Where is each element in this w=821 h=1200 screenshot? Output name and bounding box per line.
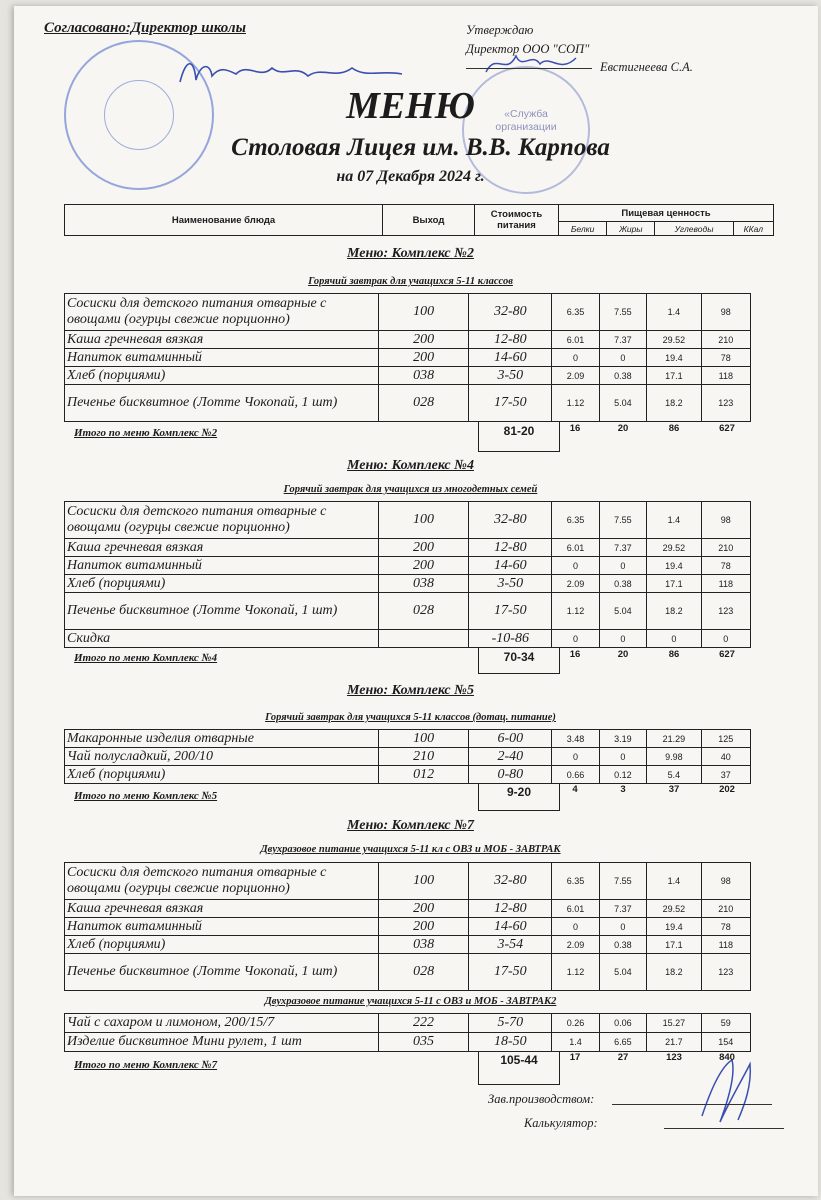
- table-row: Чай с сахаром и лимоном, 200/15/7 222 5-70 0.26 0.06 15.27 59: [65, 1014, 751, 1033]
- table-row: Напиток витаминный 200 14-60 0 0 19.4 78: [65, 557, 751, 575]
- col-proteins: Белки: [559, 222, 607, 236]
- menu-table: [64, 501, 751, 648]
- approve-label: Утверждаю: [466, 23, 534, 37]
- table-row: Сосиски для детского питания отварные с овощами (огурцы свежие порционно) 100 32-80 6.35 7.55 1.4 98: [65, 502, 751, 539]
- total-cost: 81-20: [478, 422, 560, 452]
- menu-table: [64, 293, 751, 422]
- col-fats: Жиры: [607, 222, 655, 236]
- total-label: Итого по меню Комплекс №7: [74, 1059, 218, 1071]
- total-cost: 105-44: [478, 1051, 560, 1085]
- table-row: Напиток витаминный 200 14-60 0 0 19.4 78: [65, 349, 751, 367]
- signature-line: [466, 68, 592, 69]
- total-carbs: 86: [668, 423, 680, 434]
- total-proteins: 16: [569, 423, 581, 434]
- table-row: Скидка -10-86 0 0 0 0: [65, 630, 751, 648]
- col-name: Наименование блюда: [65, 205, 383, 236]
- total-carbs: 37: [668, 784, 680, 795]
- total-carbs: 86: [668, 649, 680, 660]
- col-cost: Стоимость питания: [475, 205, 559, 236]
- col-output: Выход: [383, 205, 475, 236]
- company-seal-text: «Служба организации: [495, 108, 557, 133]
- signature-line: [612, 1104, 772, 1105]
- section-subtitle: Горячий завтрак для учащихся 5-11 классов (дотац. питание): [265, 712, 556, 723]
- calculator-label: Калькулятор:: [524, 1116, 598, 1130]
- total-cost: 9-20: [478, 783, 560, 811]
- section-title: Меню: Комплекс №2: [347, 246, 474, 261]
- canteen-name: Столовая Лицея им. В.В. Карпова: [231, 134, 610, 161]
- total-kcal: 627: [719, 423, 735, 434]
- total-carbs: 123: [666, 1052, 682, 1063]
- table-row: Каша гречневая вязкая 200 12-80 6.01 7.37 29.52 210: [65, 539, 751, 557]
- menu-table-2: [64, 1013, 751, 1052]
- table-row: Сосиски для детского питания отварные с овощами (огурцы свежие порционно) 100 32-80 6.35 7.55 1.4 98: [65, 294, 751, 331]
- table-row: Каша гречневая вязкая 200 12-80 6.01 7.37 29.52 210: [65, 900, 751, 918]
- approver-position: Директор ООО "СОП": [466, 42, 590, 56]
- signature-line: [664, 1128, 784, 1129]
- section-subtitle: Горячий завтрак для учащихся 5-11 классов: [308, 276, 513, 287]
- table-row: Сосиски для детского питания отварные с овощами (огурцы свежие порционно) 100 32-80 6.35 7.55 1.4 98: [65, 863, 751, 900]
- total-fats: 20: [617, 649, 629, 660]
- section-title: Меню: Комплекс №4: [347, 458, 474, 473]
- table-row: Хлеб (порциями) 038 3-50 2.09 0.38 17.1 118: [65, 575, 751, 593]
- total-proteins: 16: [569, 649, 581, 660]
- page-title: МЕНЮ: [346, 85, 475, 127]
- section-subtitle: Горячий завтрак для учащихся из многодетных семей: [283, 484, 538, 495]
- total-label: Итого по меню Комплекс №2: [74, 427, 218, 439]
- director-signature: [176, 54, 406, 88]
- table-row: Печенье бисквитное (Лотте Чокопай, 1 шт) 028 17-50 1.12 5.04 18.2 123: [65, 385, 751, 422]
- section-title: Меню: Комплекс №5: [347, 683, 474, 698]
- menu-date: на 07 Декабря 2024 г.: [336, 168, 485, 185]
- total-kcal: 840: [719, 1052, 735, 1063]
- section-subtitle-2: Двухразовое питание учащихся 5-11 с ОВЗ и МОБ - ЗАВТРАК2: [264, 996, 557, 1007]
- column-header-table: [64, 204, 774, 236]
- total-fats: 27: [617, 1052, 629, 1063]
- section-subtitle: Двухразовое питание учащихся 5-11 кл с ОВЗ и МОБ - ЗАВТРАК: [260, 844, 561, 855]
- table-row: Хлеб (порциями) 038 3-54 2.09 0.38 17.1 118: [65, 936, 751, 954]
- menu-table: [64, 862, 751, 991]
- table-row: Макаронные изделия отварные 100 6-00 3.48 3.19 21.29 125: [65, 730, 751, 748]
- menu-table: [64, 729, 751, 784]
- table-row: Печенье бисквитное (Лотте Чокопай, 1 шт) 028 17-50 1.12 5.04 18.2 123: [65, 954, 751, 991]
- table-row: Хлеб (порциями) 012 0-80 0.66 0.12 5.4 37: [65, 766, 751, 784]
- total-kcal: 202: [719, 784, 735, 795]
- col-kcal: ККал: [733, 222, 773, 236]
- table-row: Хлеб (порциями) 038 3-50 2.09 0.38 17.1 118: [65, 367, 751, 385]
- production-signature: [692, 1056, 762, 1126]
- agreed-label: Согласовано:Директор школы: [44, 20, 246, 36]
- total-proteins: 17: [569, 1052, 581, 1063]
- total-fats: 20: [617, 423, 629, 434]
- table-row: Чай полусладкий, 200/10 210 2-40 0 0 9.98 40: [65, 748, 751, 766]
- total-kcal: 627: [719, 649, 735, 660]
- approver-name: Евстигнеева С.А.: [600, 60, 693, 74]
- section-title: Меню: Комплекс №7: [347, 818, 474, 833]
- col-nutrition: Пищевая ценность: [559, 205, 774, 222]
- table-row: Напиток витаминный 200 14-60 0 0 19.4 78: [65, 918, 751, 936]
- table-row: Каша гречневая вязкая 200 12-80 6.01 7.37 29.52 210: [65, 331, 751, 349]
- total-fats: 3: [620, 784, 626, 795]
- total-cost: 70-34: [478, 648, 560, 674]
- production-manager-label: Зав.производством:: [488, 1092, 595, 1106]
- total-label: Итого по меню Комплекс №4: [74, 652, 218, 664]
- total-label: Итого по меню Комплекс №5: [74, 790, 218, 802]
- table-row: Изделие бисквитное Мини рулет, 1 шт 035 18-50 1.4 6.65 21.7 154: [65, 1033, 751, 1052]
- total-proteins: 4: [572, 784, 578, 795]
- table-row: Печенье бисквитное (Лотте Чокопай, 1 шт) 028 17-50 1.12 5.04 18.2 123: [65, 593, 751, 630]
- col-carbs: Углеводы: [655, 222, 733, 236]
